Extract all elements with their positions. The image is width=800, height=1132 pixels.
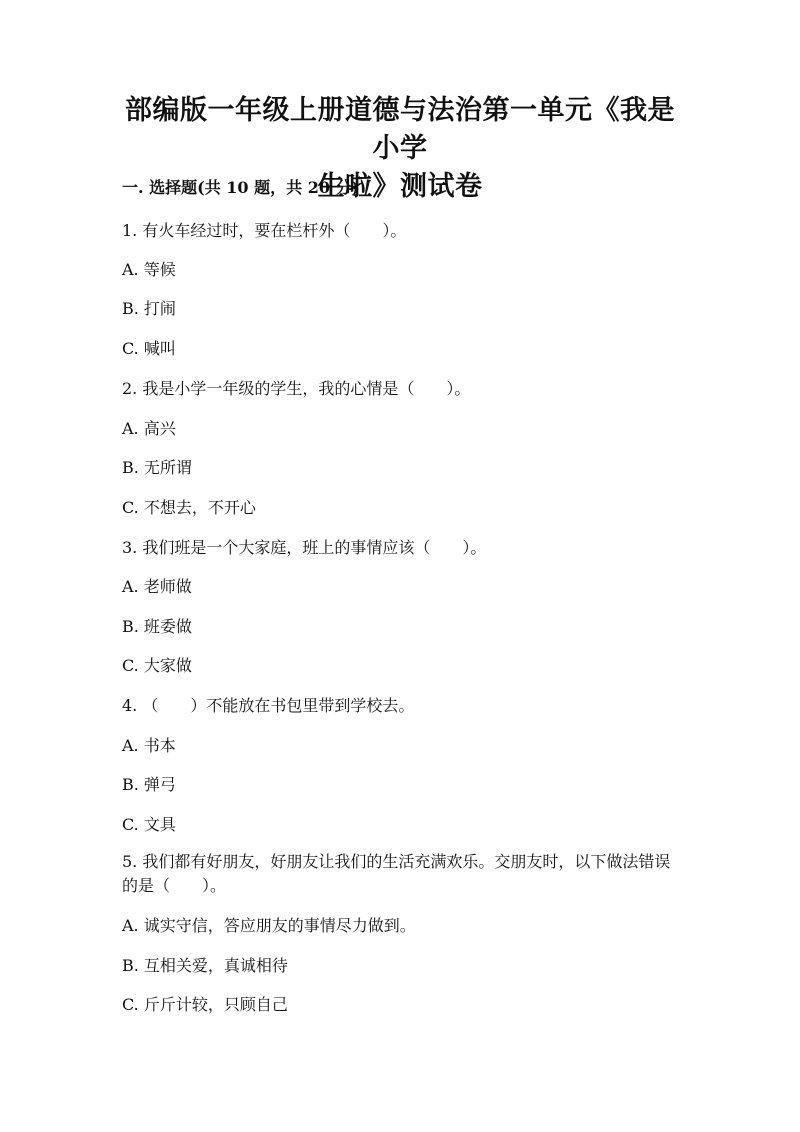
question-4-option-a: A. 书本	[122, 736, 176, 755]
question-2-option-c: C. 不想去，不开心	[122, 498, 256, 517]
question-1-option-c: C. 喊叫	[122, 339, 176, 358]
question-3-stem: 3. 我们班是一个大家庭，班上的事情应该（ ）。	[122, 538, 487, 557]
question-2-option-a: A. 高兴	[122, 419, 176, 438]
title-line-1: 部编版一年级上册道德与法治第一单元《我是小学	[125, 95, 675, 164]
question-4-option-c: C. 文具	[122, 815, 176, 834]
question-3-option-b: B. 班委做	[122, 617, 192, 636]
question-5-option-b: B. 互相关爱，真诚相待	[122, 956, 288, 975]
question-4-option-b: B. 弹弓	[122, 775, 176, 794]
question-1-option-a: A. 等候	[122, 260, 176, 279]
question-3-option-c: C. 大家做	[122, 656, 192, 675]
question-1-option-b: B. 打闹	[122, 299, 176, 318]
question-1-stem: 1. 有火车经过时，要在栏杆外（ ）。	[122, 221, 407, 240]
question-2-stem: 2. 我是小学一年级的学生，我的心情是（ ）。	[122, 379, 471, 398]
question-4-stem: 4. （ ）不能放在书包里带到学校去。	[122, 696, 415, 715]
section-heading: 一. 选择题(共 10 题，共 20 分)	[122, 178, 360, 197]
question-3-option-a: A. 老师做	[122, 577, 192, 596]
question-5-stem: 5. 我们都有好朋友，好朋友让我们的生活充满欢乐。交朋友时，以下做法错误的是（ ）。	[122, 852, 671, 895]
question-2-option-b: B. 无所谓	[122, 458, 192, 477]
question-5-option-c: C. 斤斤计较，只顾自己	[122, 995, 288, 1014]
question-5-option-a: A. 诚实守信，答应朋友的事情尽力做到。	[122, 916, 416, 935]
title-line-2: 生啦》测试卷	[317, 171, 483, 202]
